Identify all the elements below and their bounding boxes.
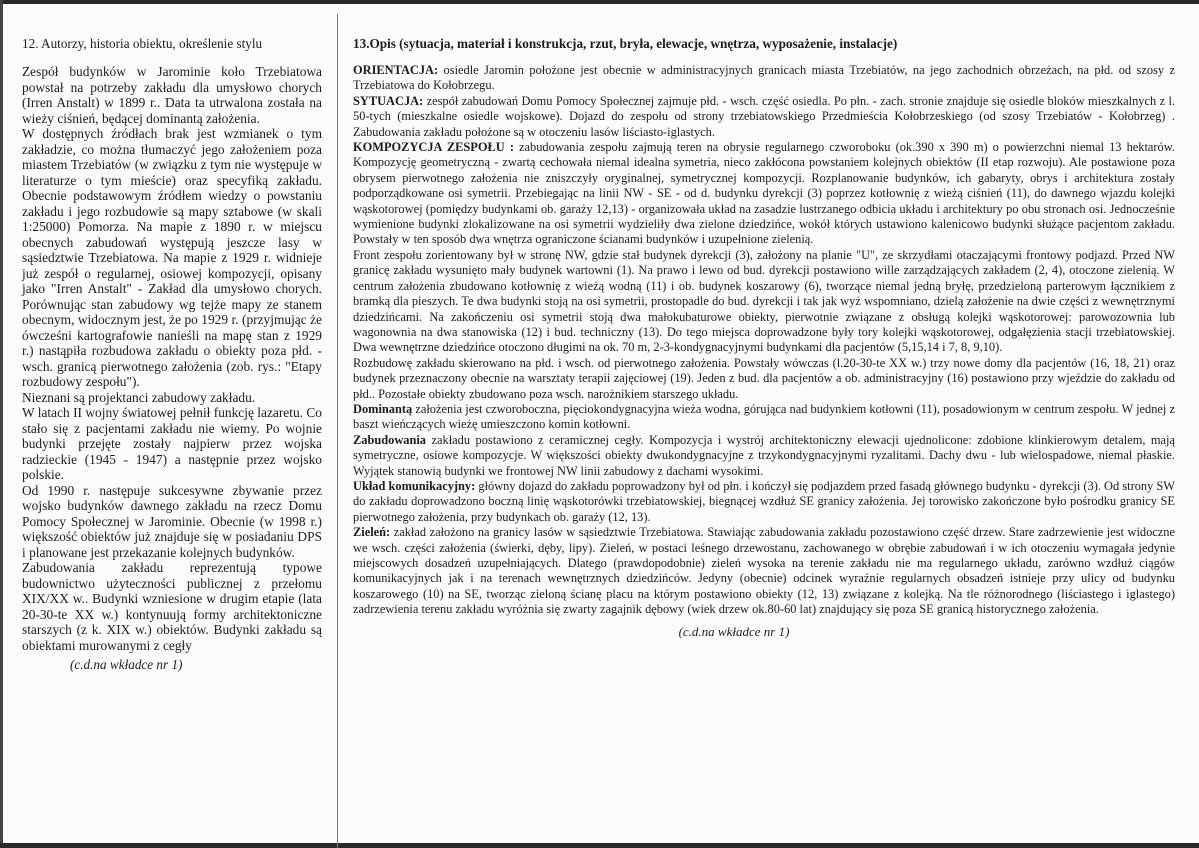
continuation-note: (c.d.na wkładce nr 1) — [678, 623, 790, 639]
section-text: założenia jest czworoboczna, pięciokondygnacyjna wieża wodna, górująca nad budynkiem kotłowni (11), posadowionym w centrum zespołu. W jednej z baszt wieńczących wieżę umieszczono komin kotłowni. — [353, 401, 1175, 432]
section-sytuacja — [353, 94, 1175, 140]
history-column — [22, 36, 322, 673]
section-label: Układ komunikacyjny: — [353, 478, 476, 493]
section-label: KOMPOZYCJA ZESPOŁU : — [353, 140, 514, 155]
description-heading: 13.Opis (sytuacja, materiał i konstrukcja, rzut, bryła, elewacje, wnętrza, wyposażenie, instalacje) — [353, 36, 898, 51]
section-uklad — [353, 479, 1175, 525]
section-text: zabudowania zespołu zajmują teren na obrysie regularnego czworoboku (ok.390 x 390 m) o powierzchni niemal 13 hektarów. Kompozycję geometryczną - zwartą cechowała niemal idealna symetria, nieco zakłócona powstaniem kolejnych obiektów (II etap rozwoju). Ale postawione poza obrysem pierwotnego założenia nie zniszczyły oryginalnej, symetrycznej kompozycji. Rozplanowanie budynków, ich gabaryty, obrys i architektura zostały podporządkowane osi symetrii. Przebiegając na linii NW - SE - od d. budynku dyrekcji (3) poprzez kotłownię z wieżą ciśnień (11), do dawnego wjazdu kolejki wąskotorowej (pomiędzy budynkami ob. garaży 12,13) - organizowała układ na zasadzie lustrzanego odbicia układu i architektury po obu stronach osi. Jednocześnie wymienione budynki zlokalizowane na osi symetrii wydzieliły dwa zielone dziedzińce, wokół których ustawiono kalenicowo budynki służące pacjentom zakładu. Powstały w ten sposób dwa wnętrza ograniczone ścianami budynków i uzupełnione zielenią. — [353, 140, 1175, 247]
section-text: osiedle Jaromin położone jest obecnie w administracyjnych granicach miasta Trzebiatów, na jego zachodnich obrzeżach, na płd. od szosy z Trzebiatowa do Kołobrzegu. — [353, 63, 1175, 93]
section-text: zespół zabudowań Domu Pomocy Społecznej zajmuje płd. - wsch. część osiedla. Po płn. - zach. stronie znajduje się osiedle bloków mieszkalnych z l. 50-tych (mieszkalne osiedle wojskowe). Dojazd do zespołu od strony trzebiatowskiego Przedmieścia Kołobrzeskiego (od szosy Trzebiatów - Kołobrzeg) . Zabudowania zakładu położone są w otoczeniu lasów liściasto-iglastych. — [353, 93, 1175, 139]
history-paragraph: W latach II wojny światowej pełnił funkcję lazaretu. Co stało się z pacjentami zakładu nie wiemy. Po wojnie budynki przejęte zostały najpierw przez wojska radzieckie (1945 - 1947) a następnie przez wojsko polskie. — [22, 405, 322, 482]
history-paragraph: Od 1990 r. następuje sukcesywne zbywanie przez wojsko budynków dawnego zakładu na rzecz Domu Pomocy Społecznej w Jarominie. Obecnie (w 1998 r.) większość obiektów już znajduje się w posiadaniu DPS i planowane jest przekazanie kolejnych budynków. — [22, 482, 322, 560]
section-text: Rozbudowę zakładu skierowano na płd. i wsch. od pierwotnego założenia. Powstały wówczas (l.20-30-te XX w.) trzy nowe domy dla pacjentów (16, 18, 21) oraz budynek przeznaczony obecnie na warsztaty terapii zajęciowej (19). Jeden z bud. dla pacjentów a ob. administracyjny (16) postawiono przy wjeździe do zakładu od płd.. Pozostałe obiekty zbudowano poza wsch. narożnikiem starszego układu. — [353, 355, 1175, 401]
section-kompozycja — [353, 140, 1175, 248]
continuation-note: (c.d.na wkładce nr 1) — [70, 657, 183, 672]
scan-edge-bottom — [0, 843, 1199, 848]
section-zabudowania — [353, 433, 1175, 479]
section-label: Dominantą — [353, 401, 413, 416]
history-paragraph: Zabudowania zakładu reprezentują typowe budownictwo użyteczności publicznej z przełomu XIX/XX w.. Budynki wzniesione w drugim etapie (lata 20-30-te XX w.) kontynuują formy architektoniczne starszych (z k. XIX w.) obiektów. Budynki zakładu są obiektami murowanymi z cegły — [22, 560, 322, 653]
section-label: Zabudowania — [353, 432, 427, 447]
section-orientacja — [353, 63, 1175, 94]
section-text: główny dojazd do zakładu poprowadzony był od płn. i kończył się podjazdem przed fasadą głównego budynku - dyrekcji (3). Od strony SW do zakładu doprowadzono boczną linię wąskotorówki trzebiatowskiej, biegnącej wzdłuż SE granicy założenia. Jej torowisko zakończone było pośrodku granicy SE pierwotnego założenia, przy budynkach ob. garaży (12, 13). — [353, 478, 1175, 524]
section-dominanta — [353, 402, 1175, 433]
section-text: zakładu postawiono z ceramicznej cegły. Kompozycja i wystrój architektoniczny elewacji ujednolicone: zdobione klinkierowym detalem, mają symetryczne, osiowe kompozycje. W większości obiekty dwukondygnacyjne z trzykondygnacyjnymi ryzalitami. Dachy dwu - lub wielospadowe, niemal płaskie. Wyjątek stanowią budynki we frontowej NW linii zabudowy z dachami wysokimi. — [353, 432, 1175, 478]
section-zielen — [353, 525, 1175, 617]
scan-edge-left — [0, 0, 3, 848]
section-label: Zieleń: — [353, 525, 391, 540]
description-column — [353, 36, 1175, 639]
history-heading: 12. Autorzy, historia obiektu, określenie stylu — [22, 36, 263, 51]
section-rozbudowa — [353, 356, 1175, 402]
column-divider — [337, 14, 338, 848]
history-paragraph: W dostępnych źródłach brak jest wzmianek o tym zakładzie, co można tłumaczyć jego założeniem poza miastem Trzebiatów (w związku z tym nie występuje w literaturze o tym mieście) oraz specyfiką zakładu. Obecnie podstawowym źródłem wiedzy o powstaniu zakładu i jego rozbudowie są mapy sztabowe (w skali 1:25000) Pomorza. Na mapie z 1890 r. w miejscu obecnych zabudowań występują jeszcze lasy w sąsiedztwie Trzebiatowa. Na mapie z 1929 r. widnieje już zespół o regularnej, osiowej kompozycji, opisany jako "Irren Anstalt" - Zakład dla umysłowo chorych. Porównując stan zabudowy wg tejże mapy ze stanem obecnym, widocznym jest, że po 1929 r. (przyjmując że ówcześni kartografowie nanieśli na mapę stan z 1929 r.) nastąpiła rozbudowa zakładu o obiekty poza płd. - wsch. granicą pierwotnego założenia (zob. rys.: "Etapy rozbudowy zespołu"). — [22, 126, 322, 389]
history-paragraph: Zespół budynków w Jarominie koło Trzebiatowa powstał na potrzeby zakładu dla umysłowo chorych (Irren Anstalt) w 1899 r.. Data ta utrwalona została na wieży ciśnień, będącej dominantą założenia. — [22, 64, 322, 126]
section-label: ORIENTACJA: — [353, 63, 439, 77]
history-paragraph: Nieznani są projektanci zabudowy zakładu. — [22, 389, 256, 405]
section-text: Front zespołu zorientowany był w stronę NW, gdzie stał budynek dyrekcji (3), założony na planie "U", ze skrzydłami otaczającymi frontowy podjazd. Przed NW granicę zakładu wysunięto mały budynek wartowni (1). Na prawo i lewo od bud. dyrekcji postawiono wille zarządzających zakładem (2, 4), otoczone zielenią. W centrum założenia zbudowano kotłownię z wieżą wodną (11) i ob. budynek koszarowy (6), tworzące niemal jedną bryłę, przedzieloną parterowym łącznikiem z bramką dla pieszych. Te dwa budynki stoją na osi symetrii, prostopadle do bud. dyrekcji i tak jak wyż wspomniano, dzielą założenie na dwie części z wewnętrznymi dziedzińcami. Na zakończeniu osi symetrii stoją dwa małokubaturowe obiekty, pierwotnie związane z obsługą kolejki wąskotorowej: parowozownia lub wagonownia na dwa stanowiska (12) i bud. techniczny (13). Do tego miejsca doprowadzone były tory kolejki wąskotorowej, odgałęzienia stacji trzebiatowskiej. Dwa wewnętrzne dziedzińce otoczono długimi na ok. 70 m, 2-3-kondygnacyjnymi budynkami dla pacjentów (5,15,14 i 7, 8, 9,10). — [353, 247, 1175, 355]
section-label: SYTUACJA: — [353, 93, 424, 108]
section-text: zakład założono na granicy lasów w sąsiedztwie Trzebiatowa. Stawiając zabudowania zakładu pozostawiono część drzew. Stare zadrzewienie jest widoczne we wsch. części założenia (świerki, dęby, lipy). Zieleń, w postaci leśnego drzewostanu, zachowanego w obrębie zabudowań i w ich otoczeniu wymagała jedynie miejscowych dosadzeń uzupełniających. Dlatego (prawdopodobnie) zieleń wysoka na terenie zakładu nie ma regularnego układu, zarówno wzdłuż ciągów komunikacyjnych jak i na terenach wewnętrznych dziedzińców. Jedyny (obecnie) odcinek wyraźnie regularnych obsadzeń istnieje przy ulicy od budynku koszarowego (10) na SE, tworząc zieloną ścianę placu na którym postawiono obiekty (12, 13) związane z kolejką. Na tle różnorodnego (liściastego i iglastego) zadrzewienia terenu zakładu wyróżnia się zwarty zagajnik dębowy (wiek drzew ok.80-60 lat) znajdujący się poza SE granicą historycznego założenia. — [353, 525, 1175, 617]
section-front — [353, 248, 1175, 356]
scan-edge-top — [0, 0, 1199, 4]
